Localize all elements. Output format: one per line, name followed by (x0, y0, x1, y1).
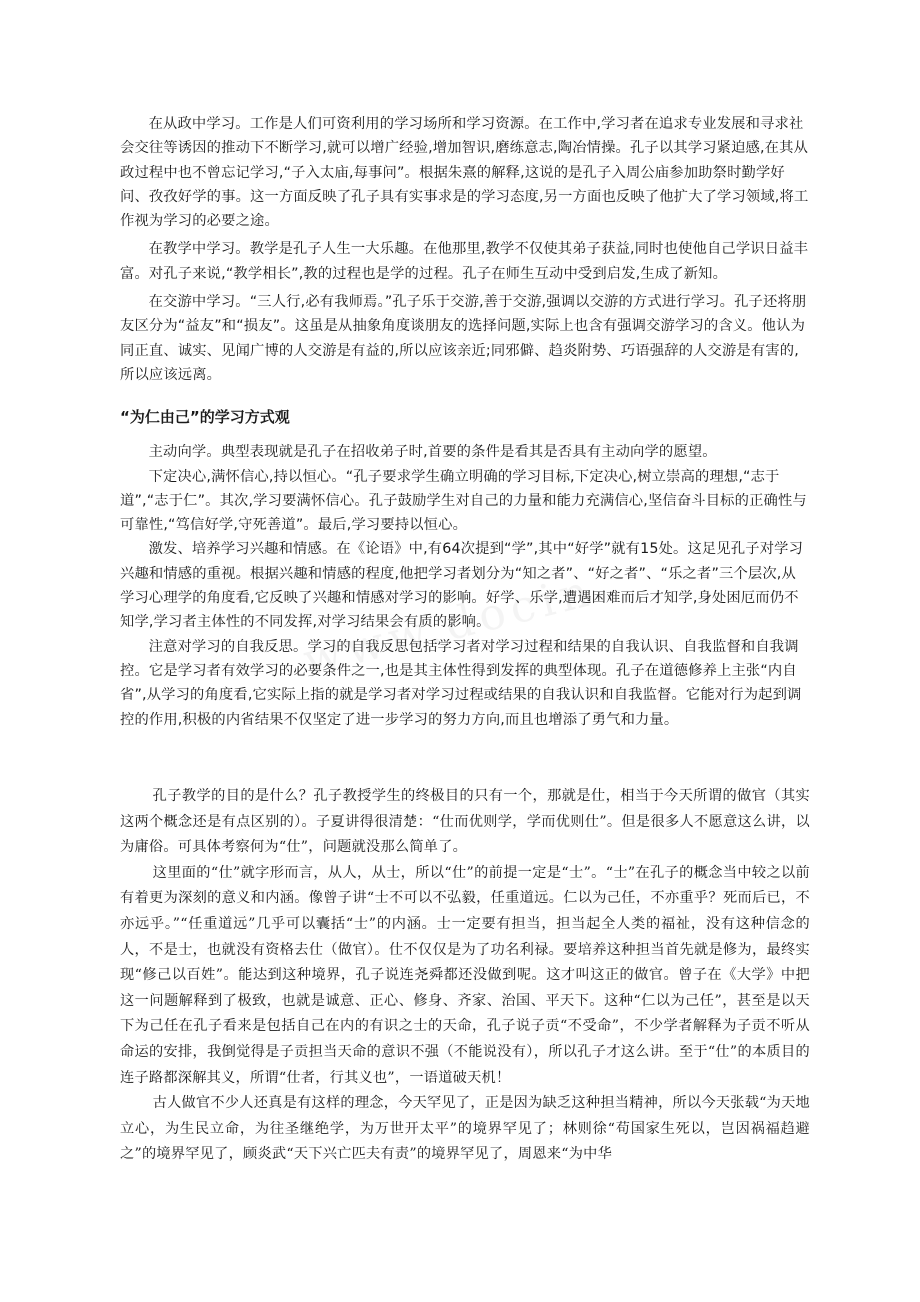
paragraph-interest: 激发、培养学习兴趣和情感。在《论语》中,有64次提到“学”,其中“好学”就有15处。这足见孔子对学习兴趣和情感的重视。根据兴趣和情感的程度,他把学习者划分为“知之者”、“好之者”、“乐之者”三个层次,从学习心理学的角度看,它反映了兴趣和情感对学习的影响。好学、乐学,遭遇困难而后才知学,身处困厄而仍不知学,学习者主体性的不同发挥,对学习结果会有质的影响。 (120, 541, 804, 631)
section-teaching-purpose (120, 784, 810, 1168)
paragraph-reflection: 注意对学习的自我反思。学习的自我反思包括学习者对学习过程和结果的自我认识、自我监督和自我调控。它是学习者有效学习的必要条件之一,也是其主体性得到发挥的典型体现。孔子在道德修养上主张“内自省”,从学习的角度看,它实际上指的就是学习者对学习过程或结果的自我认识和自我监督。它能对行为起到调控的作用,积极的内省结果不仅坚定了进一步学习的努力方向,而且也增添了勇气和力量。 (120, 638, 802, 728)
paragraph-initiative: 主动向学。典型表现就是孔子在招收弟子时,首要的条件是看其是否具有主动向学的愿望。 (148, 444, 717, 461)
paragraph-ancient-officials: 古人做官不少人还真是有这样的理念，今天罕见了，正是因为缺乏这种担当精神，所以今天张载“为天地立心，为生民立命，为往圣继绝学，为万世开太平”的境界罕见了；林则徐“苟国家生死以，岂因祸福趋避之”的境界罕见了，顾炎武“天下兴亡匹夫有责”的境界罕见了，周恩来“为中华 (120, 1095, 810, 1163)
paragraph-travel: 在交游中学习。“三人行,必有我师焉。”孔子乐于交游,善于交游,强调以交游的方式进行学习。孔子还将朋友区分为“益友”和“损友”。这虽是从抽象角度谈朋友的选择问题,实际上也含有强调交游学习的含义。他认为同正直、诚实、见闻广博的人交游是有益的,所以应该亲近;同邪僻、趋炎附势、巧语强辞的人交游是有害的,所以应该远离。 (120, 294, 807, 383)
section-heading: “为仁由己”的学习方式观 (120, 408, 290, 427)
paragraph-purpose: 孔子教学的目的是什么？孔子教授学生的终极目的只有一个，那就是仕，相当于今天所谓的做官（其实这两个概念还是有点区别的）。子夏讲得很清楚：“仕而优则学，学而优则仕”。但是很多人不愿意这么讲，以为庸俗。可具体考察何为“仕”，问题就没那么简单了。 (120, 788, 810, 856)
section-learning-methods (120, 112, 810, 732)
paragraph-shi-meaning: 这里面的“仕”就字形而言，从人，从士，所以“仕”的前提一定是“士”。“士”在孔子的概念当中较之以前有着更为深刻的意义和内涵。像曾子讲“士不可以不弘毅，任重道远。仁以为己任，不亦重乎？死而后已，不亦远乎。”“任重道远”几乎可以囊括“士”的内涵。士一定要有担当，担当起全人类的福祉，没有这种信念的人，不是士，也就没有资格去仕（做官）。仕不仅仅是为了功名利禄。要培养这种担当首先就是修为，最终实现“修己以百姓”。能达到这种境界，孔子说连尧舜都还没做到呢。这才叫这正的做官。曾子在《大学》中把这一问题解释到了极致，也就是诚意、正心、修身、齐家、治国、平天下。这种“仁以为己任”，甚至是以天下为己任在孔子看来是包括自己在内的有识之士的天命，孔子说子贡“不受命”，不少学者解释为子贡不听从命运的安排，我倒觉得是子贡担当天命的意识不强（不能说没有），所以孔子才这么讲。至于“仕”的本质目的连子路都深解其义，所谓“仕者，行其义也”，一语道破天机！ (120, 864, 810, 1086)
paragraph-resolve: 下定决心,满怀信心,持以恒心。“孔子要求学生确立明确的学习目标,下定决心,树立崇高的理想,“志于道”,“志于仁”。其次,学习要满怀信心。孔子鼓励学生对自己的力量和能力充满信心,坚信奋斗目标的正确性与可靠性,“笃信好学,守死善道”。最后,学习要持以恒心。 (120, 468, 807, 534)
paragraph-politics: 在从政中学习。工作是人们可资利用的学习场所和学习资源。在工作中,学习者在追求专业发展和寻求社会交往等诱因的推动下不断学习,就可以增广经验,增加智识,磨练意志,陶冶情操。孔子以其学习紧迫感,在其从政过程中也不曾忘记学习,“子入太庙,每事问”。根据朱熹的解释,这说的是孔子入周公庙参加助祭时勤学好问、孜孜好学的事。这一方面反映了孔子具有实事求是的学习态度,另一方面也反映了他扩大了学习领域,将工作视为学习的必要之途。 (120, 116, 809, 230)
paragraph-teaching: 在教学中学习。教学是孔子人生一大乐趣。在他那里,教学不仅使其弟子获益,同时也使他自己学识日益丰富。对孔子来说,“教学相长”,教的过程也是学的过程。孔子在师生互动中受到启发,生成了新知。 (120, 241, 809, 282)
